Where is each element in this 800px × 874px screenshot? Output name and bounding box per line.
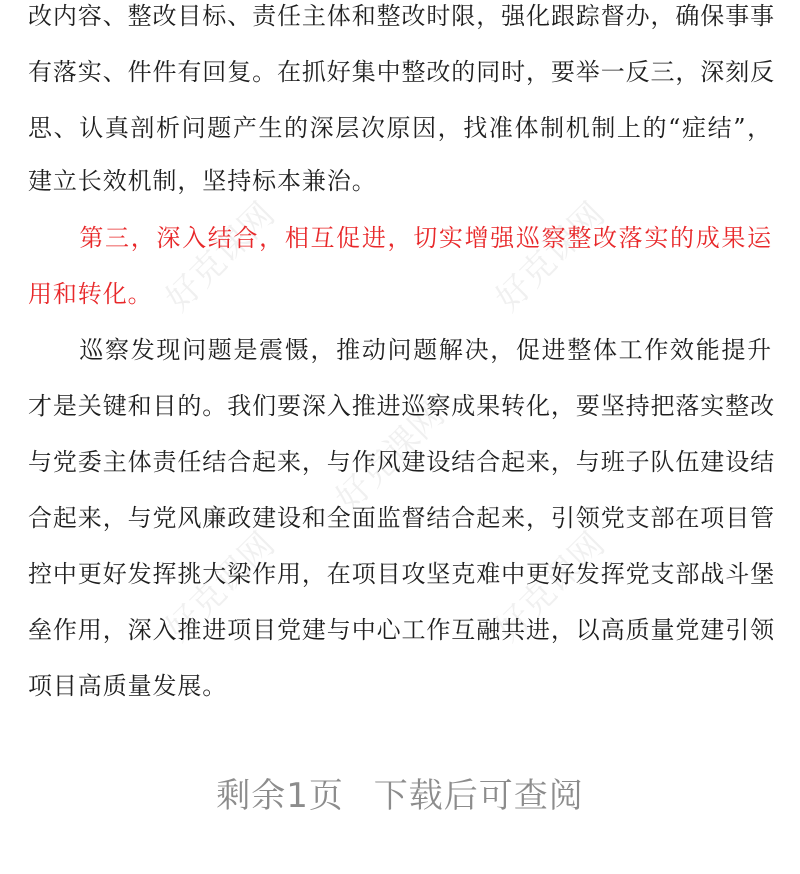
paragraph-line: 垒作用，深入推进项目党建与中心工作互融共进，以高质量党建引领: [28, 616, 775, 644]
section-heading-line: 第三，深入结合，相互促进，切实增强巡察整改落实的成果运: [28, 224, 772, 252]
paragraph-line: 控中更好发挥挑大梁作用，在项目攻坚克难中更好发挥党支部战斗堡: [28, 560, 775, 588]
paragraph-line: 巡察发现问题是震慑，推动问题解决，促进整体工作效能提升: [28, 336, 772, 364]
watermark: 好克课网: [158, 524, 283, 650]
paragraph-line: 有落实、件件有回复。在抓好集中整改的同时，要举一反三，深刻反: [28, 58, 775, 86]
paragraph-line: 与党委主体责任结合起来，与作风建设结合起来，与班子队伍建设结: [28, 448, 775, 476]
remaining-pages-notice[interactable]: 剩余1页 下载后可查阅: [216, 776, 584, 816]
paragraph-line: 合起来，与党风廉政建设和全面监督结合起来，引领党支部在项目管: [28, 504, 775, 532]
paragraph-line: 改内容、整改目标、责任主体和整改时限，强化跟踪督办，确保事事: [28, 2, 775, 30]
paragraph-line: 思、认真剖析问题产生的深层次原因，找准体制机制上的“症结”，: [28, 114, 772, 142]
section-heading-line: 用和转化。: [28, 280, 153, 308]
paragraph-line: 建立长效机制，坚持标本兼治。: [28, 167, 377, 195]
watermark: 好克课网: [488, 524, 613, 650]
watermark: 好克课网: [158, 194, 283, 320]
paragraph-line: 才是关键和目的。我们要深入推进巡察成果转化，要坚持把落实整改: [28, 392, 775, 420]
watermark: 好克课网: [328, 394, 453, 520]
watermark: 好克课网: [488, 194, 613, 320]
paragraph-line: 项目高质量发展。: [28, 672, 228, 700]
